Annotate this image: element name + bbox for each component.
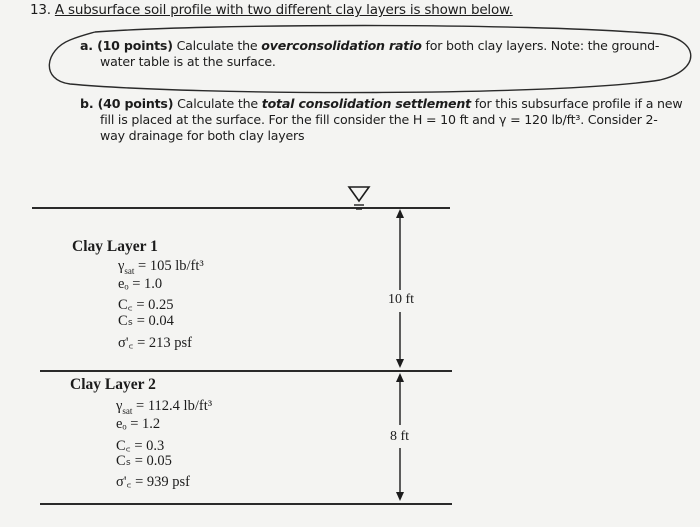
part-b-line3: way drainage for both clay layers [100, 128, 305, 143]
layer1-gamma-sat [118, 258, 204, 276]
layer2-gamma-value: = 112.4 lb/ft³ [132, 398, 213, 414]
layer1-gamma-value: = 105 lb/ft³ [134, 258, 204, 274]
layer1-cs: Cₛ = 0.04 [118, 313, 174, 329]
layer1-cc: C꜀ = 0.25 [118, 297, 174, 313]
problem-intro: A subsurface soil profile with two different clay layers is shown below. [54, 2, 513, 18]
layer2-gamma-subscript: sat [122, 405, 133, 416]
part-b-text-before: Calculate the [173, 96, 262, 111]
layer2-eo: eₒ = 1.2 [116, 416, 161, 432]
part-a-line2: water table is at the surface. [100, 54, 276, 69]
layer2-gamma-sat [116, 398, 212, 416]
part-a-label: a. (10 points) [80, 38, 173, 53]
part-a-bold-term: overconsolidation ratio [261, 38, 422, 53]
part-b-bold-term: total consolidation settlement [261, 96, 471, 111]
part-a-text-after: for both clay layers. Note: the ground- [421, 38, 660, 53]
layer1-preconsolidation: σ'꜀ = 213 psf [118, 335, 192, 351]
layer1-title: Clay Layer 1 [72, 238, 158, 255]
layer1-thickness-label: 10 ft [388, 292, 415, 307]
layer2-gamma-symbol: γ [116, 398, 123, 414]
problem-number: 13. [30, 2, 51, 18]
layer2-thickness-label: 8 ft [390, 429, 410, 444]
layer2-cc: C꜀ = 0.3 [116, 438, 165, 454]
part-b-text-after: for this subsurface profile if a new [470, 96, 683, 111]
part-b-label: b. (40 points) [80, 96, 174, 111]
layer1-eo: eₒ = 1.0 [118, 276, 163, 292]
layer1-gamma-symbol: γ [118, 258, 125, 274]
layer1-gamma-subscript: sat [124, 265, 135, 276]
part-b-line2: fill is placed at the surface. For the fill consider the H = 10 ft and γ = 120 lb/ft³. Consider 2- [100, 112, 658, 127]
part-a-text-before: Calculate the [172, 38, 262, 53]
layer2-preconsolidation: σ'꜀ = 939 psf [116, 474, 190, 490]
layer2-title: Clay Layer 2 [70, 376, 156, 393]
layer2-cs: Cₛ = 0.05 [116, 453, 172, 469]
